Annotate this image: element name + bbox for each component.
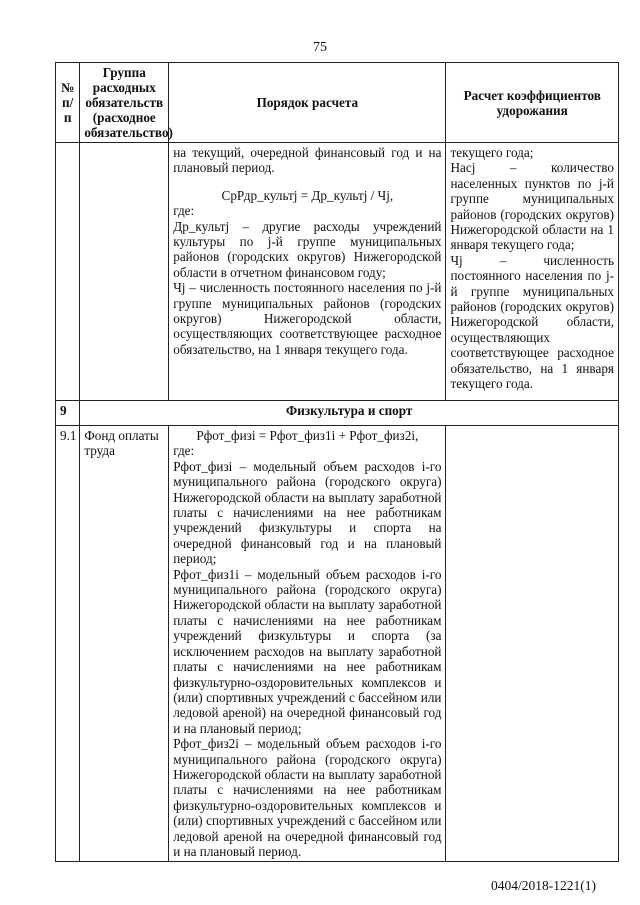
section-title: Физкультура и спорт: [80, 401, 619, 426]
row-order-cell: [169, 426, 446, 862]
text-line: текущего года;: [450, 145, 534, 160]
header-row: [56, 63, 619, 143]
cont-coef-cell: [446, 143, 619, 401]
section-row: [56, 401, 619, 426]
text-line: Насj – количество населенных пунктов по j-й группе муниципальных районов (городских округов) Нижегородской области на 1 января текущего года;: [450, 160, 614, 253]
calculation-table: [55, 62, 619, 862]
header-coef: Расчет коэффициентов удорожания: [446, 63, 619, 143]
text-line: Рфот_физ1i – модельный объем расходов i-го муниципального района (городского округа) Нижегородской области на выплату заработной платы с начислениями на нее работникам учреждений физкультуры и спорта (за исключением расходов на выплату заработной платы с начислениями на нее работникам физкультурно-оздоровительных комплексов и (или) спортивных учреждений с бассейном или ледовой ареной) на очередной финансовый год и на плановый период;: [173, 566, 442, 736]
header-group: Группа расходных обязательств (расходное обязательство): [80, 63, 169, 143]
cont-group-cell: [80, 143, 169, 401]
footer-code: 0404/2018-1221(1): [491, 878, 596, 893]
page-number: 75: [313, 40, 327, 55]
text-line: Др_культj – другие расходы учреждений культуры по j-й группе муниципальных районов (городских округов) Нижегородской области в отчетном финансовом году;: [173, 218, 442, 280]
text-line: Рфот_физi – модельный объем расходов i-го муниципального района (городского округа) Нижегородской области на выплату заработной платы с начислениями на нее работникам учреждений физкультуры и спорта на очередной финансовый год и на плановый период;: [173, 458, 442, 567]
text-line: на текущий, очередной финансовый год и на плановый период.: [173, 145, 442, 176]
header-order: Порядок расчета: [169, 63, 446, 143]
text-line: где:: [173, 203, 195, 219]
row-group: Фонд оплаты труда: [80, 426, 169, 862]
row-9-1: [56, 426, 619, 862]
cont-num-cell: [56, 143, 80, 401]
text-line: где:: [173, 443, 195, 459]
text-line: Рфот_физ2i – модельный объем расходов i-го муниципального района (городского округа) Нижегородской области на выплату заработной платы с начислениями на нее работникам физкультурно-оздоровительных комплексов и (или) спортивных учреждений с бассейном или ледовой ареной на очередной финансовый год и на плановый период.: [173, 736, 442, 859]
header-num: № п/п: [56, 63, 80, 143]
text-line: Чj – численность постоянного населения по j-й группе муниципальных районов (городских округов) Нижегородской области, осуществляющих соответствующее расходное обязательство, на 1 января текущего года.: [450, 252, 614, 392]
text-line: Чj – численность постоянного населения по j-й группе муниципальных районов (городских округов) Нижегородской области, осуществляющих соответствующее расходное обязательство, на 1 января текущего года.: [173, 280, 442, 357]
row-num: 9.1: [56, 426, 80, 862]
section-num: 9: [56, 401, 80, 426]
continuation-row: [56, 143, 619, 401]
formula: Рфот_физi = Рфот_физ1i + Рфот_физ2i,: [196, 428, 419, 443]
row-coef-cell: [446, 426, 619, 862]
formula: СрРдр_культj = Др_культj / Чj,: [221, 187, 394, 203]
cont-order-cell: [169, 143, 446, 401]
